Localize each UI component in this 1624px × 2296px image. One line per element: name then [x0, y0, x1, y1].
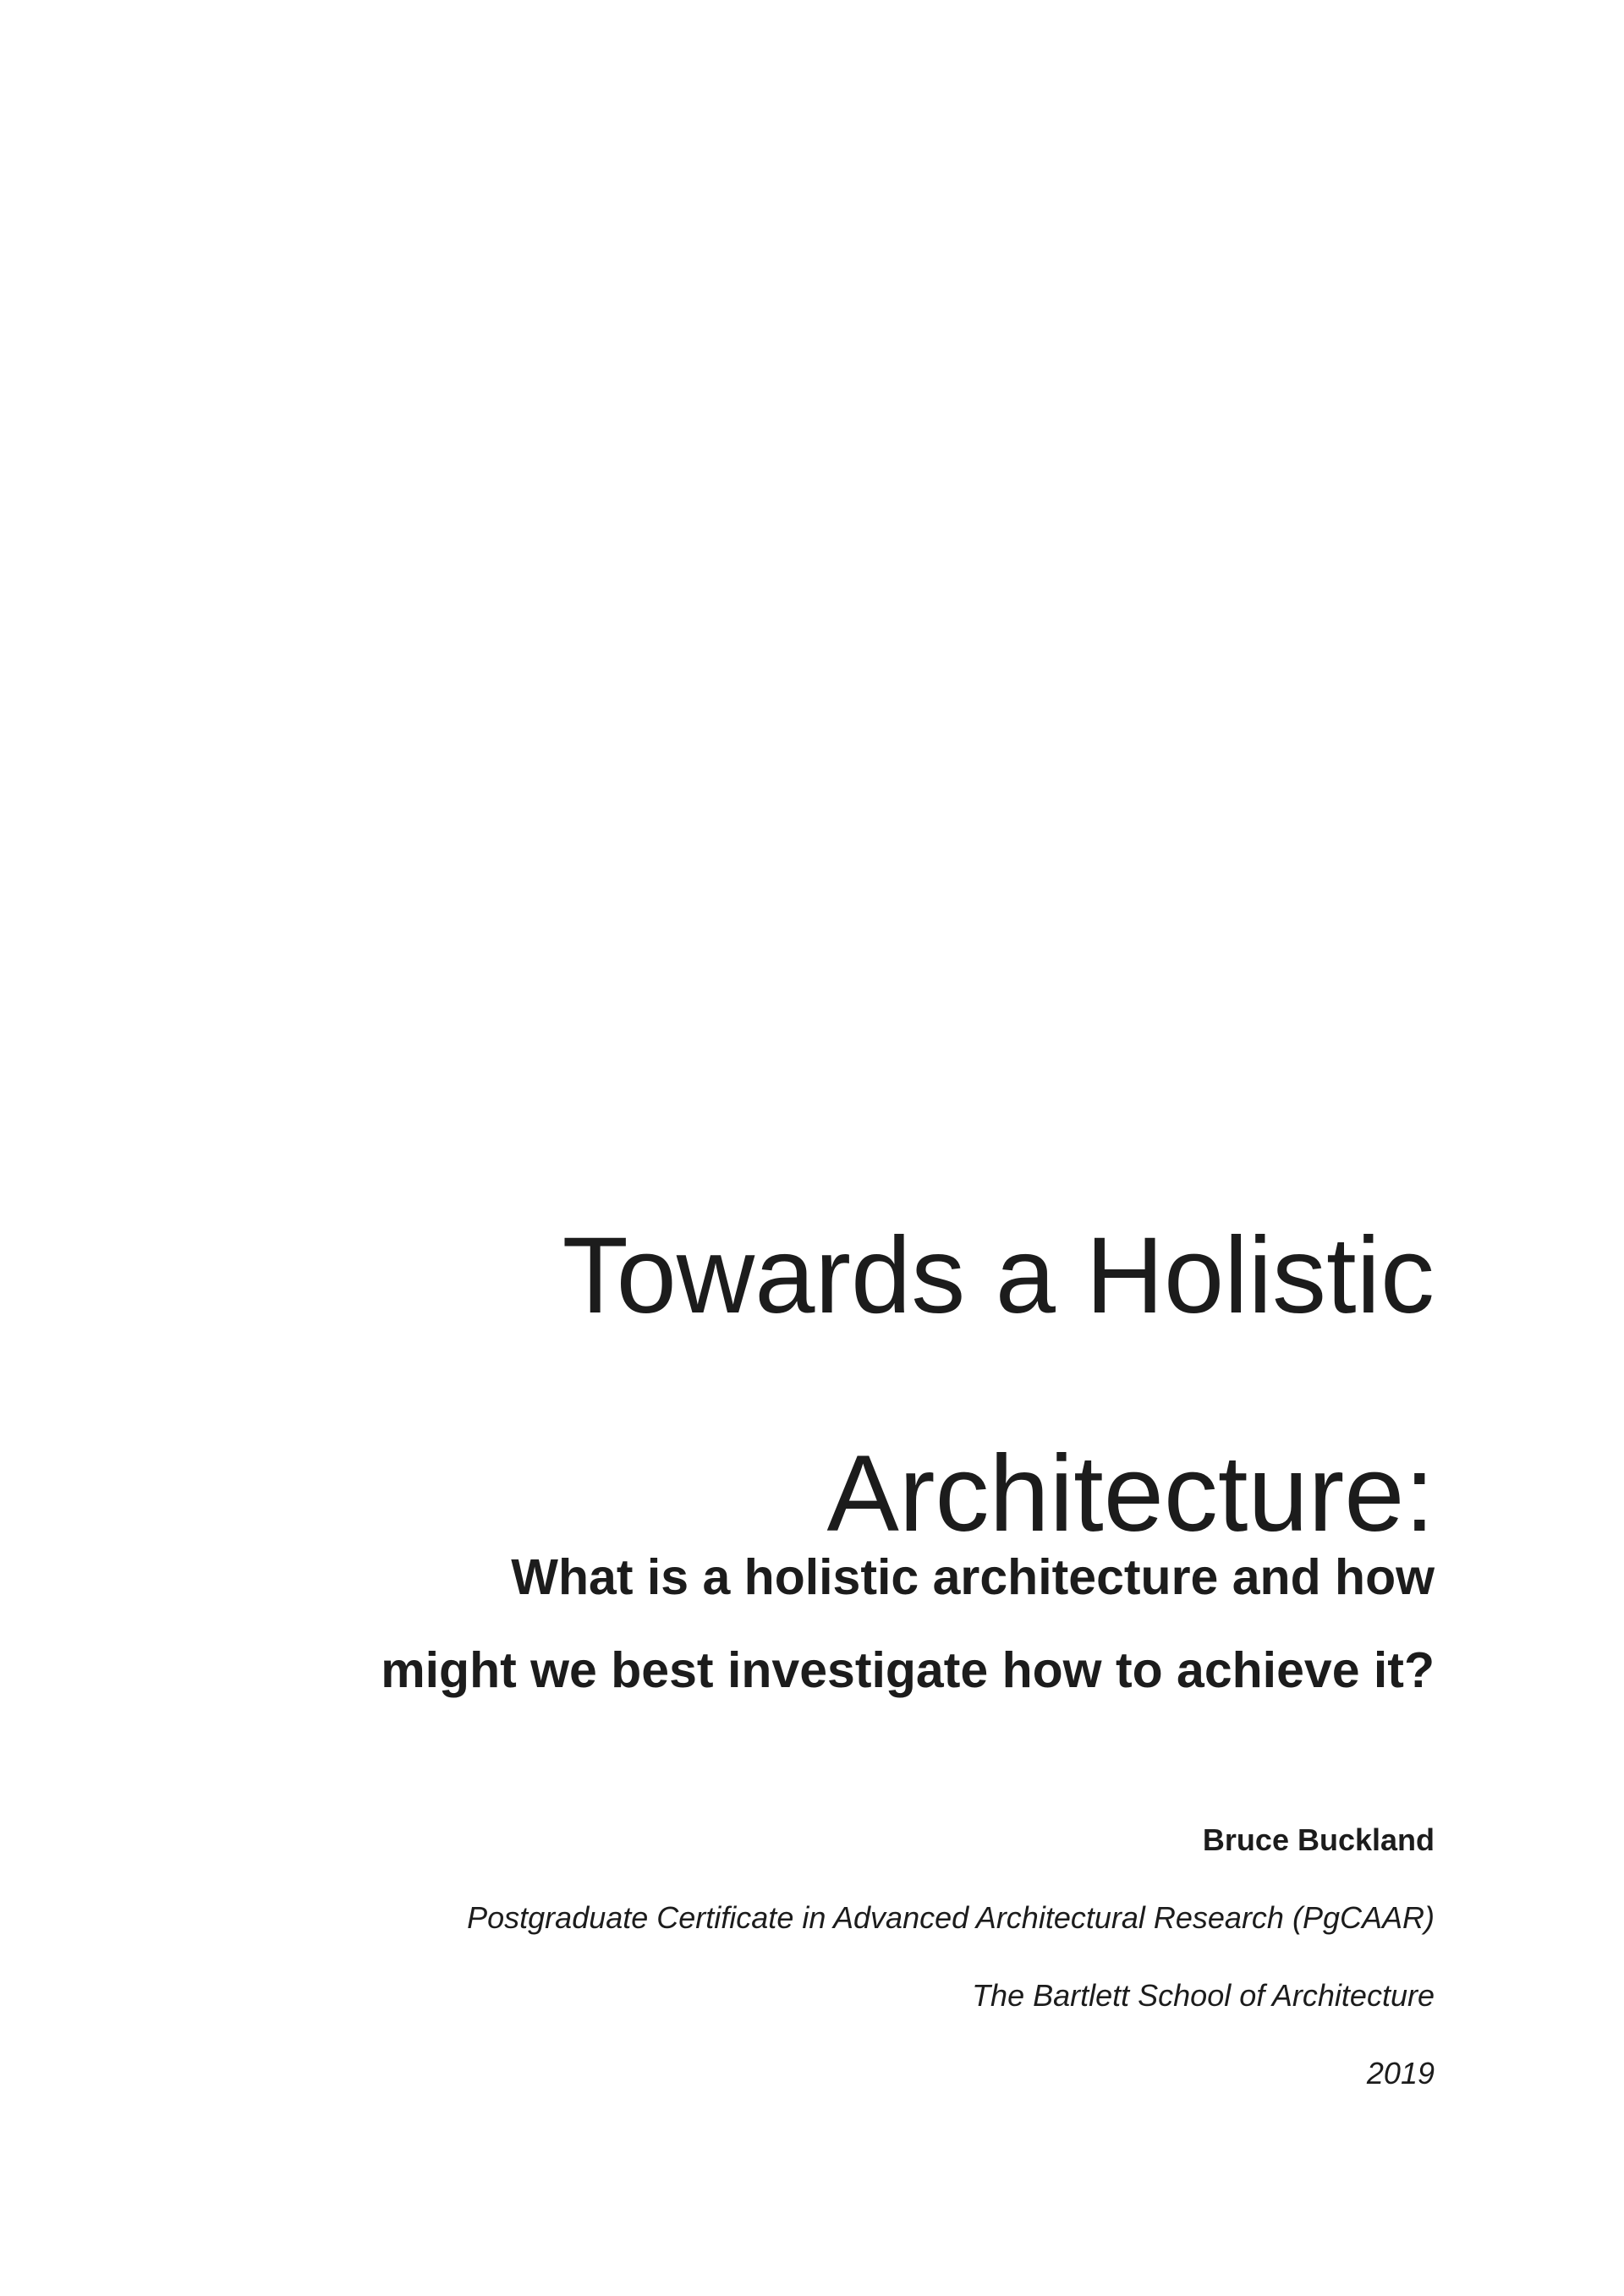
subtitle-line-2: might we best investigate how to achieve it?	[381, 1642, 1435, 1698]
institution-name: The Bartlett School of Architecture	[972, 1978, 1435, 2013]
programme-name: Postgraduate Certificate in Advanced Architectural Research (PgCAAR)	[467, 1900, 1435, 1935]
title-line-1: Towards a Holistic	[562, 1215, 1435, 1336]
author-details	[81, 1801, 1435, 2112]
subtitle-line-1: What is a holistic architecture and how	[511, 1549, 1435, 1605]
title-line-2: Architecture:	[826, 1433, 1435, 1554]
author-name: Bruce Buckland	[1202, 1822, 1435, 1857]
document-subtitle	[81, 1531, 1435, 1717]
publication-year: 2019	[1366, 2056, 1435, 2091]
